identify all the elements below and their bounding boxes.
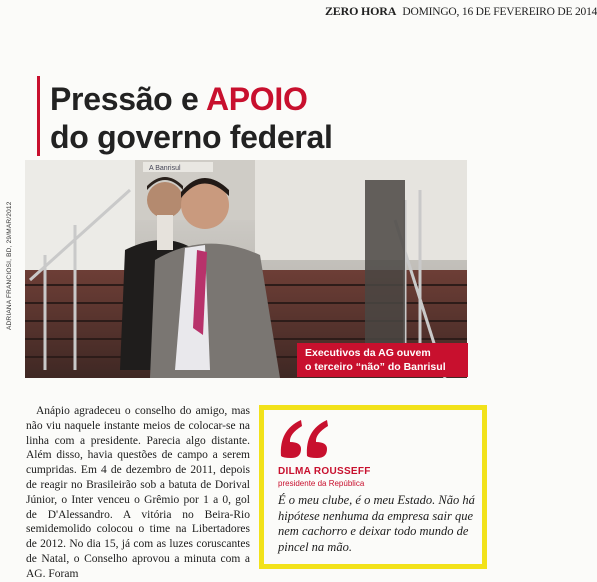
quote-text: É o meu clube, é o meu Estado. Não há hipótese nenhuma da empresa sair que nem cachorro e deixar todo mundo de pincel na mão. bbox=[278, 493, 475, 554]
svg-text:A Banrisul: A Banrisul bbox=[149, 165, 181, 172]
masthead-date: DOMINGO, 16 DE FEVEREIRO DE 2014 bbox=[402, 6, 597, 18]
headline bbox=[50, 80, 333, 156]
photo-credit: ADRIANA FRANCIOSI, BD, 29/MAR/2012 bbox=[6, 201, 13, 330]
headline-part-1: Pressão e bbox=[50, 81, 206, 117]
masthead-paper: ZERO HORA bbox=[325, 4, 396, 18]
quotation-mark-icon bbox=[277, 416, 333, 460]
quote-author-role: presidente da República bbox=[278, 479, 365, 488]
headline-highlight: APOIO bbox=[205, 81, 308, 117]
headline-line-2: do governo federal bbox=[50, 119, 333, 155]
masthead bbox=[325, 4, 597, 19]
article-body bbox=[26, 404, 250, 582]
photo-caption: Executivos da AG ouvem o terceiro “não” do Banrisul bbox=[297, 343, 468, 377]
quote-author: DILMA ROUSSEFF bbox=[278, 466, 371, 477]
headline-accent-rule bbox=[37, 76, 40, 156]
article-paragraph: Anápio agradeceu o conselho do amigo, mas não viu naquele instante meios de colocar-se na linha com a presidente. Parecia algo distante. Além disso, havia questões de campo a serem cumpridas. Em 4 de dezembro de 2011, depois de reagir no Brasileirão sob a batuta de Dorival Júnior, o Inter venceu o Grêmio por 1 a 0, gol de D'Alessandro. A vitória no Beira-Rio semidemolido colocou o time na Libertadores de 2012. No dia 15, já com as luzes coruscantes de Natal, o Conselho aprovou a minuta com a AG. Foram bbox=[26, 405, 250, 580]
quote-box bbox=[259, 405, 487, 569]
